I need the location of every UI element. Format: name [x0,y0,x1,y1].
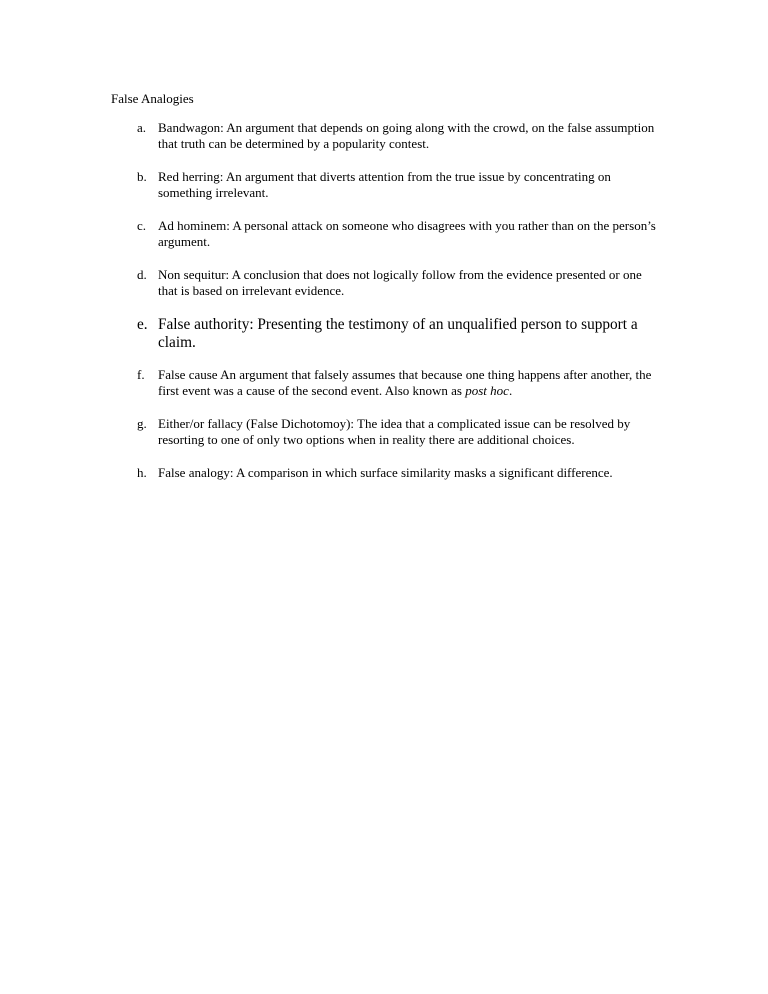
list-marker: c. [137,218,147,233]
list-item-false-analogy [137,465,657,481]
list-item-non-sequitur [137,267,657,299]
fallacy-list [137,120,657,498]
list-marker: f. [137,367,145,382]
list-item-false-cause [137,367,657,399]
list-marker: g. [137,416,147,431]
list-item-text: False authority: Presenting the testimony of an unqualified person to support a claim. [158,316,638,351]
list-item-text: Either/or fallacy (False Dichotomoy): The idea that a complicated issue can be resolved by resorting to one of only two options when in reality there are additional choices. [158,416,631,447]
list-item-text [158,367,657,399]
list-item-false-authority [137,316,657,352]
list-item-emphasis: post hoc [465,383,509,398]
list-item-text-main: False cause An argument that falsely assumes that because one thing happens after another, the first event was a cause of the second event. Also known as [158,367,652,398]
document-title: False Analogies [111,91,194,106]
list-item-text: Bandwagon: An argument that depends on going along with the crowd, on the false assumption that truth can be determined by a popularity contest. [158,120,655,151]
list-marker: h. [137,465,147,480]
list-marker: b. [137,169,147,184]
list-item-either-or [137,416,657,448]
list-item-text: Red herring: An argument that diverts attention from the true issue by concentrating on something irrelevant. [158,169,611,200]
list-item-text: Non sequitur: A conclusion that does not logically follow from the evidence presented or one that is based on irrelevant evidence. [158,267,642,298]
list-marker: e. [137,316,148,333]
list-item-red-herring [137,169,657,201]
list-item-ad-hominem [137,218,657,250]
list-marker: d. [137,267,147,282]
list-item-text: Ad hominem: A personal attack on someone who disagrees with you rather than on the person’s argument. [158,218,656,249]
list-item-text: False analogy: A comparison in which surface similarity masks a significant difference. [158,465,613,480]
list-marker: a. [137,120,147,135]
list-item-suffix: . [508,383,513,398]
list-item-bandwagon [137,120,657,152]
